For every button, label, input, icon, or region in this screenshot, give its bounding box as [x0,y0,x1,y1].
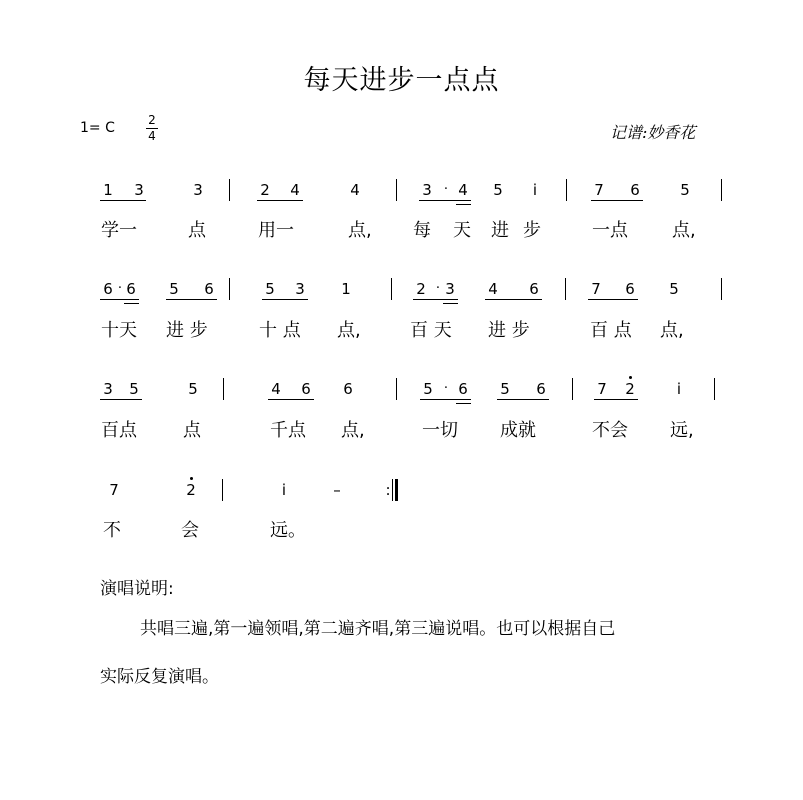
repeat-dots: : [385,481,391,499]
underline [497,399,549,400]
lyric: 一切 [422,420,458,441]
bar-line [572,378,573,400]
performance-notes-heading: 演唱说明: [100,579,174,599]
underline [100,200,146,201]
transcriber: 记谱:妙香花 [610,123,696,142]
lyric: 每 [413,220,431,241]
note: 5 [669,280,679,298]
key-signature: 1= C [80,120,115,136]
lyric: 成就 [500,420,536,441]
note: 5 [169,280,179,298]
lyric: 学一 [101,220,137,241]
note: 6 [630,181,640,199]
underline [456,403,471,404]
lyric: 不会 [592,420,628,441]
lyric: 进 步 [488,320,530,341]
bar-line [721,179,722,201]
bar-line [229,278,230,300]
lyric: 会 [181,520,199,541]
lyric: 点, [337,320,361,341]
note: 6 [103,280,113,298]
note: i [281,481,287,499]
note: 3 [193,181,203,199]
bar-line [566,179,567,201]
bar-line [721,278,722,300]
note: 4 [458,181,468,199]
lyric: 百 点 [590,320,632,341]
lyric: 用一 [258,220,294,241]
time-sig-bottom: 4 [148,129,156,143]
underline [420,399,471,400]
note: 6 [458,380,468,398]
lyric: 远, [670,420,694,441]
time-sig-top: 2 [148,113,156,127]
note: i [532,181,538,199]
note: 6 [126,280,136,298]
note: 5 [500,380,510,398]
note: 7 [594,181,604,199]
bar-line [392,479,393,501]
underline [268,399,314,400]
note: 7 [109,481,119,499]
high-octave-dot [629,376,632,379]
lyric: 点 [183,420,201,441]
note: 3 [103,380,113,398]
note: 4 [271,380,281,398]
lyric: 点, [341,420,365,441]
lyric: 步 [523,220,541,241]
underline [594,399,638,400]
bar-line [396,179,397,201]
bar-line [223,378,224,400]
dot-mark: · [443,182,449,197]
performance-notes-line-2: 实际反复演唱。 [100,667,219,687]
underline [419,200,471,201]
dot-mark: · [443,381,449,396]
bar-line [229,179,230,201]
underline [443,303,458,304]
lyric: 十天 [101,320,137,341]
dot-mark: · [435,281,441,296]
lyric: 百 天 [410,320,452,341]
lyric: 不 [103,520,121,541]
lyric: 远。 [270,520,306,541]
bar-line [714,378,715,400]
bar-line [565,278,566,300]
note: 5 [423,380,433,398]
bar-line [396,378,397,400]
performance-notes-line-1: 共唱三遍,第一遍领唱,第二遍齐唱,第三遍说唱。也可以根据自己 [140,619,616,639]
underline [124,303,139,304]
lyric: 进 [491,220,509,241]
high-octave-dot [190,477,193,480]
end-bar-line [395,479,398,501]
lyric: 一点 [592,220,628,241]
note: 1 [103,181,113,199]
note: 4 [350,181,360,199]
note: 6 [536,380,546,398]
underline [100,299,139,300]
note: 5 [129,380,139,398]
underline [485,299,542,300]
underline [262,299,308,300]
lyric: 天 [453,220,471,241]
underline [166,299,217,300]
note: 6 [301,380,311,398]
note: 3 [422,181,432,199]
note: 7 [597,380,607,398]
underline [100,399,142,400]
note: 5 [188,380,198,398]
note: 5 [680,181,690,199]
note: 4 [290,181,300,199]
underline [591,200,643,201]
lyric: 千点 [270,420,306,441]
note: 2 [186,481,196,499]
note: 2 [416,280,426,298]
note: 6 [204,280,214,298]
bar-line [222,479,223,501]
note: 5 [493,181,503,199]
lyric: 点, [660,320,684,341]
dot-mark: · [117,281,123,296]
note: 3 [295,280,305,298]
lyric: 点, [672,220,696,241]
note: 3 [445,280,455,298]
note: 7 [591,280,601,298]
note: 2 [625,380,635,398]
lyric: 百点 [101,420,137,441]
time-signature [144,114,160,143]
note: 2 [260,181,270,199]
note: 5 [265,280,275,298]
song-title: 每天进步一点点 [303,65,500,96]
note: 4 [488,280,498,298]
bar-line [391,278,392,300]
note: 1 [341,280,351,298]
note: i [676,380,682,398]
underline [413,299,458,300]
lyric: 十 点 [259,320,301,341]
underline [456,204,471,205]
underline [588,299,638,300]
lyric: 点 [188,220,206,241]
lyric: 进 步 [166,320,208,341]
note: 6 [625,280,635,298]
underline [257,200,303,201]
note: 6 [343,380,353,398]
dash: – [333,481,341,499]
lyric: 点, [348,220,372,241]
note: 6 [529,280,539,298]
note: 3 [134,181,144,199]
